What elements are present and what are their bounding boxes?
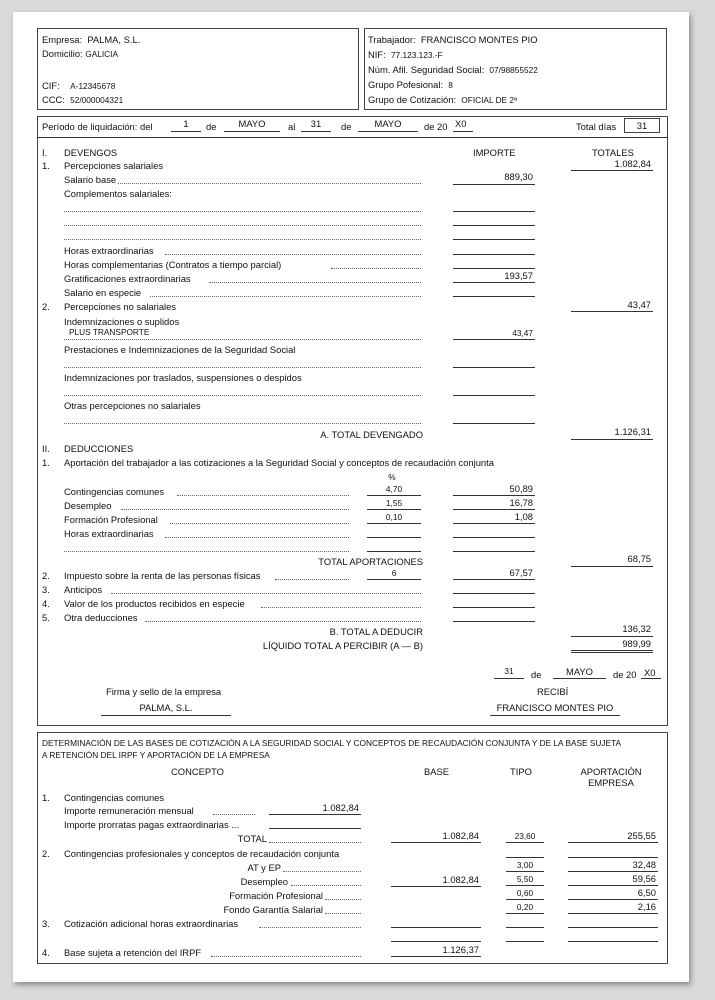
amount-line [453,296,535,297]
no-salariales-total: 43,47 [627,299,651,310]
desempleo-pct: 1,55 [385,498,403,508]
amount-line [568,927,658,928]
sign-year: X0 [644,667,656,678]
dot-leader [165,254,421,255]
worker-professional-group: Grupo Pofesional: 8 [368,79,453,90]
tipo-line [506,927,544,928]
bases-cc-num: 1. [42,792,50,803]
col-concepto: CONCEPTO [171,766,224,777]
bases-cp-num: 2. [42,848,50,859]
bases-irpf-base: 1.126,37 [442,944,479,955]
amount-line [453,593,535,594]
tipo-line [506,885,544,886]
bases-title-2: A RETENCIÓN DEL IRPF Y APORTACIÓN DE LA EMPRESA [42,750,270,760]
tipo-line [506,871,544,872]
otras-ded-label: Otra deducciones [64,612,138,623]
bases-fp-label: Formación Profesional [229,890,323,901]
col-importe: IMPORTE [473,147,516,158]
bases-cc-label: Contingencias comunes [64,792,165,803]
amount-line [453,367,535,368]
pct-line [367,579,421,580]
amount-line [391,927,481,928]
desempleo-label: Desempleo [64,500,112,511]
period-de-3: de 20 [424,121,448,132]
company-signature: PALMA, S.L. [139,702,193,713]
total-days-label: Total días [576,121,617,132]
period-de-2: de [341,121,352,132]
gratificaciones-value: 193,57 [504,270,533,281]
irpf-value: 67,57 [509,567,533,578]
cc-aport: 255,55 [627,830,656,841]
total-days-value: 31 [624,118,660,133]
total-aportaciones-value: 68,75 [627,553,651,564]
bases-title-1: DETERMINACIÓN DE LAS BASES DE COTIZACIÓN A LA SEGURIDAD SOCIAL Y CONCEPTOS DE RECAUDACIÓN CONJUNTA Y DE LA BASE SUJETA [42,738,622,748]
total-line [571,170,653,171]
dot-leader [118,183,421,184]
amount-line [453,268,535,269]
field-line [171,131,201,132]
period-start-day: 1 [183,118,189,129]
amount-line [568,857,658,858]
dot-leader [275,579,349,580]
fgs-tipo: 0,20 [516,902,534,912]
payslip-sheet [13,12,689,982]
bases-desempleo-aport: 59,56 [632,873,656,884]
field-line [453,131,473,132]
signature-line [490,715,620,716]
dot-leader [64,551,349,552]
dot-leader [211,956,361,957]
amount-line [568,842,658,843]
atep-label: AT y EP [247,862,281,873]
dot-leader [283,871,361,872]
amount-line [391,941,481,942]
company-signature-label: Firma y sello de la empresa [106,686,222,697]
irpf-num: 2. [42,570,50,581]
recibi-label: RECIBÍ [537,686,569,697]
amount-line [453,239,535,240]
fp-value: 1,08 [514,511,533,522]
amount-line [453,423,535,424]
amount-line [391,886,481,887]
amount-line [453,211,535,212]
dot-leader [121,509,349,510]
period-divider [37,137,668,138]
total-deducir-value: 136,32 [622,623,651,634]
rem-value: 1.082,84 [322,802,359,813]
sign-month: MAYO [566,666,593,677]
company-ccc: CCC: 52/000004321 [42,94,124,105]
dot-leader [325,913,361,914]
col-aportacion-1: APORTACIÓN [580,766,642,777]
indemnizaciones-label: Indemnizaciones o suplidos [64,316,180,327]
period-al: al [288,121,296,132]
period-label: Período de liquidación: del [42,121,153,132]
dot-leader [170,523,349,524]
dot-leader [145,621,421,622]
devengos-title: DEVENGOS [64,147,118,158]
pct-line [367,523,421,524]
dot-leader [64,225,421,226]
irpf-label: Impuesto sobre la renta de las personas físicas [64,570,261,581]
period-year: X0 [455,118,467,129]
signature-line [101,715,231,716]
salariales-total: 1.082,84 [614,158,651,169]
pct-line [367,537,421,538]
total-devengado-value: 1.126,31 [614,426,651,437]
gratificaciones-label: Gratificaciones extraordinarias [64,273,191,284]
dot-leader [269,842,361,843]
field-line [358,131,418,132]
no-salariales-label: Percepciones no salariales [64,301,177,312]
amount-line [453,607,535,608]
bases-fp-tipo: 0,60 [516,888,534,898]
complementos-label: Complementos salariales: [64,188,172,199]
amount-line [453,184,535,185]
tipo-line [506,913,544,914]
amount-line [453,225,535,226]
dot-leader [64,211,421,212]
sign-de-1: de [531,669,542,680]
anticipos-label: Anticipos [64,584,103,595]
company-address: Domicilio: GALICIA [42,48,118,59]
total-aportaciones-label: TOTAL APORTACIONES [318,556,423,567]
prestaciones-label: Prestaciones e Indemnizaciones de la Seguridad Social [64,344,296,355]
pct-line [367,495,421,496]
bases-cp-label: Contingencias profesionales y conceptos de recaudación conjunta [64,848,340,859]
desempleo-value: 16,78 [509,497,533,508]
dot-leader [325,899,361,900]
aportacion-label: Aportación del trabajador a las cotizaciones a la Seguridad Social y conceptos de recaudación conjunta [64,457,494,468]
dot-leader [291,885,361,886]
col-aportacion-2: EMPRESA [588,777,634,788]
especie-ded-num: 4. [42,598,50,609]
dot-leader [111,593,421,594]
period-de-1: de [206,121,217,132]
no-salariales-num: 2. [42,301,50,312]
field-line [641,678,661,679]
dot-leader [213,814,255,815]
amount-line [568,871,658,872]
sign-de-2: de 20 [613,669,637,680]
bases-desempleo-tipo: 5,50 [516,874,534,884]
cc-label: Contingencias comunes [64,486,165,497]
otras-ded-num: 5. [42,612,50,623]
amount-line [391,842,481,843]
tipo-line [506,842,544,843]
salariales-num: 1. [42,160,50,171]
fgs-aport: 2,16 [637,901,656,912]
col-totales: TOTALES [592,147,634,158]
period-end-month: MAYO [374,118,402,129]
salariales-label: Percepciones salariales [64,160,164,171]
irpf-pct: 6 [391,568,397,578]
deducciones-num: II. [42,443,50,454]
total-deducir-label: B. TOTAL A DEDUCIR [329,626,423,637]
plus-transporte-value: 43,47 [512,328,533,338]
traslados-label: Indemnizaciones por traslados, suspensiones o despidos [64,372,302,383]
amount-line [453,339,535,340]
total-line [571,636,653,637]
amount-line [453,509,535,510]
worker-nif: NIF: 77.123.123.-F [368,49,443,60]
bases-fp-aport: 6,50 [637,887,656,898]
prorrata-label: Importe prorratas pagas extraordinarias ... [64,819,240,830]
total-devengado-label: A. TOTAL DEVENGADO [320,429,423,440]
salario-base-label: Salario base [64,174,117,185]
cc-tipo: 23,60 [514,831,536,841]
col-base: BASE [424,766,450,777]
especie-label: Salario en especie [64,287,142,298]
dot-leader [259,927,361,928]
horas-compl-label: Horas complementarias (Contratos a tiempo parcial) [64,259,282,270]
worker-signature: FRANCISCO MONTES PIO [496,702,614,713]
amount-line [269,814,361,815]
rem-label: Importe remuneración mensual [64,805,194,816]
he-label: Horas extraordinarias [64,528,154,539]
amount-line [568,885,658,886]
dot-leader [165,537,349,538]
salario-base-value: 889,30 [504,171,533,182]
amount-line [453,254,535,255]
devengos-num: I. [42,147,48,158]
amount-line [453,579,535,580]
amount-line [453,395,535,396]
dot-leader [64,239,421,240]
liquido-label: LÍQUIDO TOTAL A PERCIBIR (A — B) [262,640,423,651]
fp-label: Formación Profesional [64,514,158,525]
bases-he-num: 3. [42,918,50,929]
pct-line [367,509,421,510]
amount-line [453,282,535,283]
company-cif: CIF: A-12345678 [42,80,116,91]
dot-leader [150,296,421,297]
dot-leader [177,495,349,496]
cp-base: 1.082,84 [442,874,479,885]
amount-line [453,537,535,538]
plus-transporte-label: PLUS TRANSPORTE [69,327,150,337]
fp-pct: 0,10 [385,512,403,522]
dot-leader [64,395,421,396]
field-line [494,678,524,679]
bases-desempleo-label: Desempleo [240,876,288,887]
bases-he-label: Cotización adicional horas extraordinarias [64,918,239,929]
fgs-label: Fondo Garantía Salarial [223,904,323,915]
dot-leader [331,268,421,269]
total-label: TOTAL [237,833,267,844]
amount-line [391,956,481,957]
col-tipo: TIPO [510,766,532,777]
period-end-day: 31 [310,118,322,129]
dot-leader [64,367,421,368]
total-line [571,439,653,440]
amount-line [453,523,535,524]
otras-percepciones-label: Otras percepciones no salariales [64,400,201,411]
anticipos-num: 3. [42,584,50,595]
tipo-line [506,857,544,858]
field-line [553,678,606,679]
atep-tipo: 3,00 [516,860,534,870]
cc-pct: 4,70 [385,484,403,494]
atep-aport: 32,48 [632,859,656,870]
bases-irpf-label: Base sujeta a retención del IRPF [64,947,202,958]
worker-name: Trabajador: FRANCISCO MONTES PIO [368,34,538,45]
total-line [571,311,653,312]
dot-leader [261,607,421,608]
cc-value: 50,89 [509,483,533,494]
field-line [301,131,331,132]
bases-irpf-num: 4. [42,947,50,958]
amount-line [568,913,658,914]
double-total-line [571,650,653,653]
worker-contribution-group: Grupo de Cotización: OFICIAL DE 2ª [368,94,518,105]
total-line [571,566,653,567]
aportacion-num: 1. [42,457,50,468]
amount-line [453,551,535,552]
pct-line [367,551,421,552]
sign-day: 31 [504,666,514,676]
company-name: Empresa: PALMA, S.L. [42,34,141,45]
amount-line [269,828,361,829]
field-line [224,131,280,132]
horas-extra-label: Horas extraordinarias [64,245,154,256]
amount-line [568,941,658,942]
dot-leader [64,339,421,340]
dot-leader [209,282,421,283]
amount-line [453,495,535,496]
tipo-line [506,899,544,900]
liquido-value: 989,99 [622,638,651,649]
tipo-line [506,941,544,942]
amount-line [568,899,658,900]
cc-base: 1.082,84 [442,830,479,841]
deducciones-title: DEDUCCIONES [64,443,134,454]
period-start-month: MAYO [238,118,266,129]
dot-leader [64,423,421,424]
especie-ded-label: Valor de los productos recibidos en especie [64,598,245,609]
worker-ss-number: Núm. Afil. Seguridad Social: 07/98855522 [368,64,538,75]
amount-line [453,621,535,622]
percent-header: % [388,472,396,482]
